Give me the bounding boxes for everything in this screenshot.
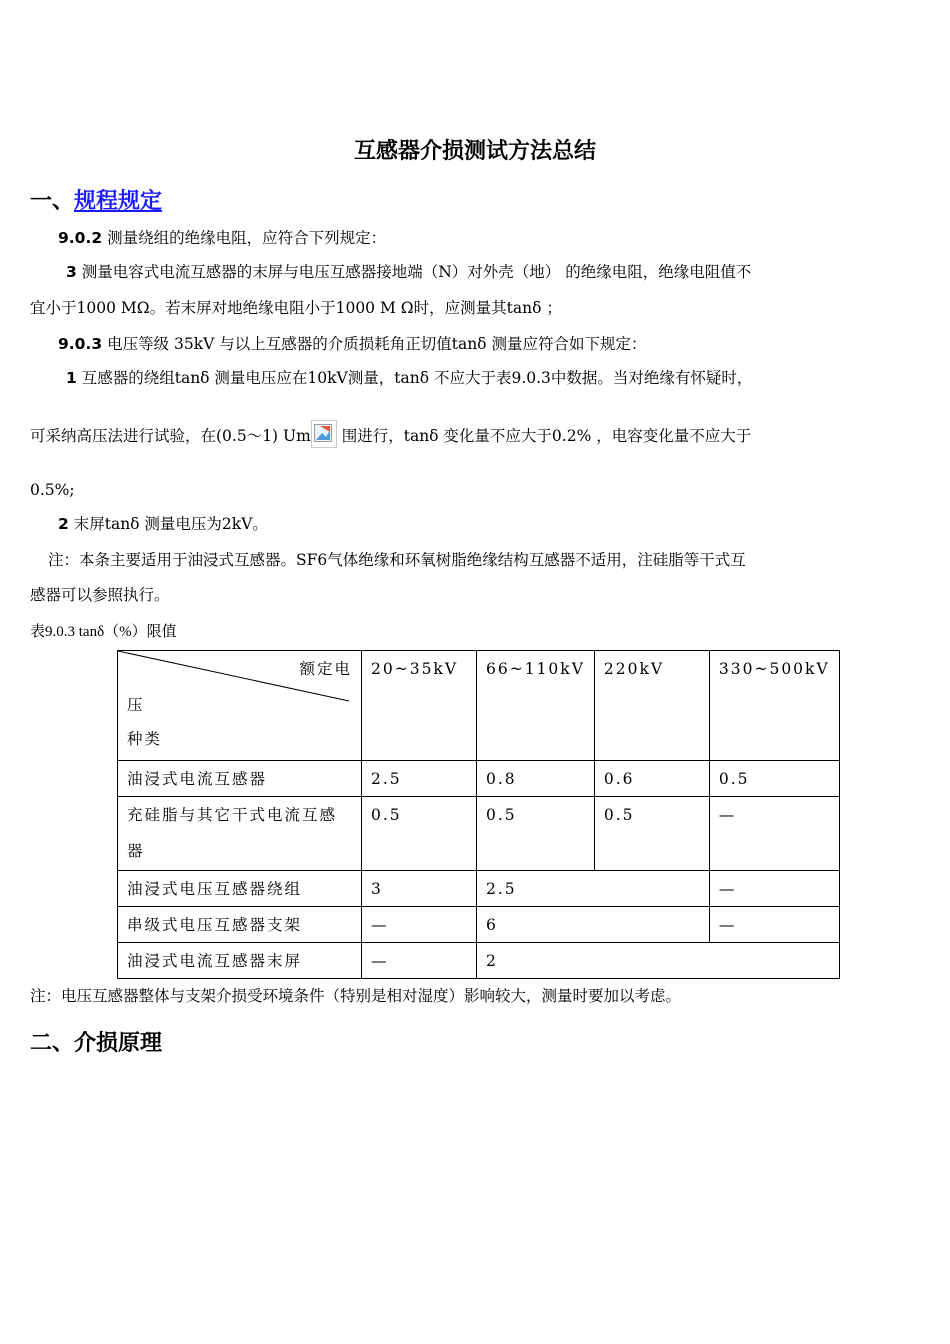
item-text: 测量电容式电流互感器的末屏与电压互感器接地端（N）对外壳（地） 的绝缘电阻，绝缘电阻值不	[76, 263, 752, 281]
column-header: 20~35kV	[362, 651, 477, 761]
item-3-line-2: 宜小于1000 MΩ。若末屏对地绝缘电阻小于1000 M Ω时，应测量其tanδ ；	[30, 299, 562, 317]
table-cell: 3	[362, 871, 477, 907]
section-heading-2: 二、介损原理	[30, 1031, 163, 1056]
table-row	[118, 797, 840, 871]
table-cell: —	[709, 907, 839, 943]
item-number: 1	[66, 369, 77, 387]
row-label: 油浸式电流互感器	[118, 761, 362, 797]
clause-number: 9.0.3	[58, 335, 103, 353]
column-header: 330~500kV	[709, 651, 839, 761]
item-text: 互感器的绕组tanδ 测量电压应在10kV测量，tanδ 不应大于表9.0.3中数据。当对绝缘有怀疑时，	[76, 369, 753, 387]
table-cell: 0.6	[594, 761, 709, 797]
header-corner-mid: 压	[127, 696, 145, 714]
table-cell: 0.8	[477, 761, 595, 797]
table-cell: 0.5	[594, 797, 709, 871]
table-cell: 0.5	[362, 797, 477, 871]
row-label: 串级式电压互感器支架	[118, 907, 362, 943]
section-heading-1	[30, 184, 162, 215]
clause-9-0-3	[58, 334, 646, 354]
table-row	[118, 907, 840, 943]
table-cell: 2.5	[362, 761, 477, 797]
tan-delta-limit-table	[117, 650, 840, 979]
item-1-line-1	[66, 368, 752, 388]
header-corner-top: 额定电	[299, 660, 352, 678]
item-number: 2	[58, 515, 69, 533]
item-text: 围进行，tanδ 变化量不应大于0.2% ，电容变化量不应大于	[336, 427, 752, 445]
header-corner-cell	[118, 651, 362, 761]
row-label: 油浸式电流互感器末屏	[118, 943, 362, 979]
item-number: 3	[66, 263, 77, 281]
note-line-2: 感器可以参照执行。	[30, 586, 170, 604]
row-label: 充硅脂与其它干式电流互感器	[118, 797, 362, 871]
table-cell: 6	[477, 907, 710, 943]
table-note: 注：电压互感器整体与支架介损受环境条件（特别是相对湿度）影响较大，测量时要加以考虑。	[30, 987, 682, 1005]
table-cell: —	[709, 797, 839, 871]
header-corner-bottom: 种类	[127, 730, 163, 748]
table-cell: 2.5	[477, 871, 710, 907]
table-cell: 2	[477, 943, 840, 979]
item-2	[58, 514, 268, 534]
table-cell: —	[362, 907, 477, 943]
column-header: 66~110kV	[477, 651, 595, 761]
item-text: 末屏tanδ 测量电压为2kV。	[68, 515, 268, 533]
table-cell: —	[709, 871, 839, 907]
row-label: 油浸式电压互感器绕组	[118, 871, 362, 907]
note-line-1: 注：本条主要适用于油浸式互感器。SF6气体绝缘和环氧树脂绝缘结构互感器不适用，注硅脂等干式互	[48, 551, 746, 569]
diagonal-line	[118, 651, 362, 761]
table-row	[118, 871, 840, 907]
section-heading-link[interactable]: 规程规定	[74, 189, 163, 214]
clause-text: 测量绕组的绝缘电阻，应符合下列规定：	[102, 229, 387, 247]
table-row	[118, 943, 840, 979]
item-1-line-2	[30, 420, 751, 448]
table-cell: —	[362, 943, 477, 979]
clause-text: 电压等级 35kV 与以上互感器的介质损耗角正切值tanδ 测量应符合如下规定：	[102, 335, 647, 353]
clause-number: 9.0.2	[58, 229, 103, 247]
table-header-row	[118, 651, 840, 761]
table-caption: 表9.0.3 tanδ（%）限值	[30, 624, 177, 640]
broken-image-icon	[311, 420, 337, 448]
item-text: 可采纳高压法进行试验，在(0.5～1) Um	[30, 427, 311, 445]
item-3-line-1	[66, 262, 751, 282]
column-header: 220kV	[594, 651, 709, 761]
section-number: 一、	[30, 189, 75, 214]
table-row	[118, 761, 840, 797]
clause-9-0-2	[58, 228, 386, 248]
page-title: 互感器介损测试方法总结	[353, 139, 596, 164]
item-1-line-3: 0.5%;	[30, 481, 75, 499]
table-cell: 0.5	[709, 761, 839, 797]
table-cell: 0.5	[477, 797, 595, 871]
